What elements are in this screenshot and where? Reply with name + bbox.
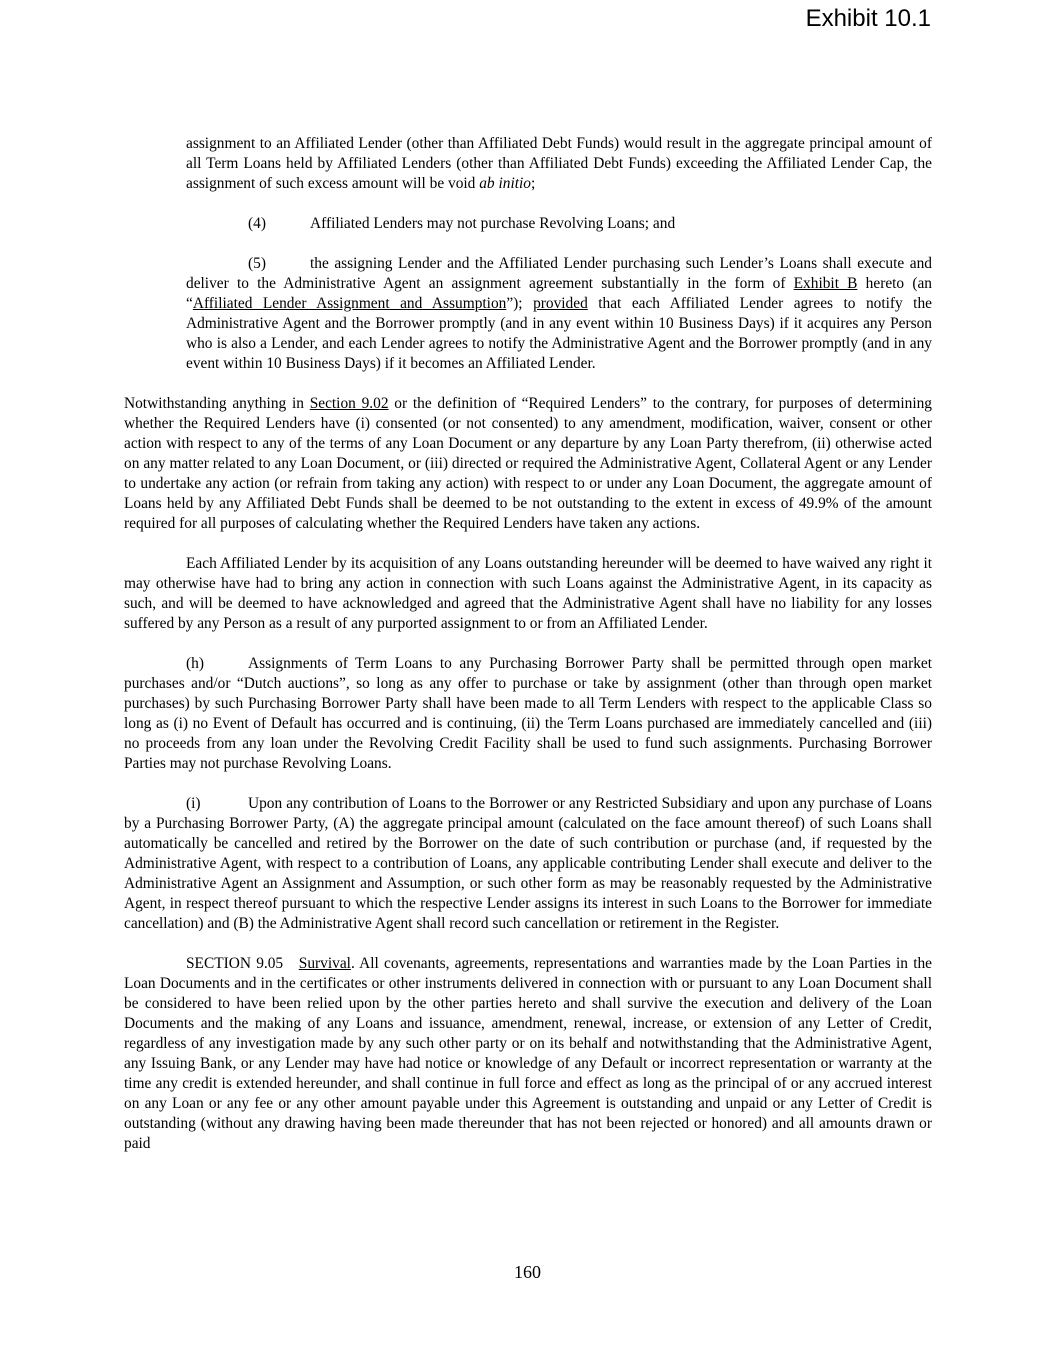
section-number: SECTION 9.05 bbox=[186, 955, 284, 972]
paragraph-text: assignment to an Affiliated Lender (other than Affiliated Debt Funds) would result in the aggregate principal amount of all Term Loans held by Affiliated Lenders (other than Affiliated Debt Funds) exceeding the Affiliated Lender Cap, the assignment of such excess amount will be void bbox=[186, 135, 932, 192]
paragraph-item-4 bbox=[124, 214, 932, 234]
paragraph-text: Assignments of Term Loans to any Purchasing Borrower Party shall be permitted through open market purchases and/or “Dutch auctions”, so long as any offer to purchase or take by assignment (other than through open market purchases) by such Purchasing Borrower Party shall have been made to all Term Lenders with respect to the applicable Class so long as (i) no Event of Default has occurred and is continuing, (ii) the Term Loans purchased are immediately cancelled and (iii) no proceeds from any loan under the Revolving Credit Facility shall be used to fund such assignments. Purchasing Borrower Parties may not purchase Revolving Loans. bbox=[124, 655, 932, 772]
paragraph-item-h bbox=[124, 654, 932, 774]
italic-term: ab initio bbox=[479, 175, 531, 192]
paragraph-text: . All covenants, agreements, representations and warranties made by the Loan Parties in the Loan Documents and in the certificates or other instruments delivered in connection with or pursuant to any Loan Document shall be considered to have been relied upon by the other parties hereto and shall survive the execution and delivery of the Loan Documents and the making of any Loans and issuance, amendment, renewal, increase, or extension of any Letter of Credit, regardless of any investigation made by any such other party or on its behalf and notwithstanding that the Administrative Agent, any Issuing Bank, or any Lender may have had notice or knowledge of any Default or incorrect representation or warranty at the time any credit is extended hereunder, and shall continue in full force and effect as long as the principal of or any accrued interest on any Loan or any fee or any other amount payable under this Agreement is outstanding and unpaid or any Letter of Credit is outstanding (without any drawing having been made thereunder that has not been rejected or honored) and all amounts drawn or paid bbox=[124, 955, 933, 1152]
paragraph-item-i bbox=[124, 794, 932, 934]
paragraph-notwithstanding bbox=[124, 394, 932, 534]
section-heading: Survival bbox=[298, 955, 351, 972]
paragraph-text: hereto (an “ bbox=[186, 275, 932, 312]
item-number: (4) bbox=[248, 215, 266, 232]
paragraph-text: Notwithstanding anything in bbox=[124, 395, 310, 412]
paragraph-end: ; bbox=[530, 175, 536, 192]
defined-term: Affiliated Lender Assignment and Assumption bbox=[192, 295, 507, 312]
document-body bbox=[124, 134, 932, 1154]
paragraph-section-9-05 bbox=[124, 954, 932, 1154]
provided-term: provided bbox=[533, 295, 588, 312]
exhibit-label: Exhibit 10.1 bbox=[805, 5, 931, 32]
paragraph-text: the assigning Lender and the Affiliated Lender purchasing such Lender’s Loans shall execute and deliver to the Administrative Agent an assignment agreement substantially in the form of bbox=[186, 255, 932, 292]
paragraph-text: ”); bbox=[506, 295, 534, 312]
exhibit-reference: Exhibit B bbox=[793, 275, 858, 292]
paragraph-text: or the definition of “Required Lenders” to the contrary, for purposes of determining whether the Required Lenders have (i) consented (or not consented) to any amendment, modification, waiver, consent or other action with respect to any of the terms of any Loan Document or any departure by any Loan Party therefrom, (ii) otherwise acted on any matter related to any Loan Document, or (iii) directed or required the Administrative Agent, Collateral Agent or any Lender to undertake any action (or refrain from taking any action) with respect to or under any Loan Document, the aggregate amount of Loans held by any Affiliated Debt Funds shall be deemed to be not outstanding to the extent in excess of 49.9% of the amount required for all purposes of calculating whether the Required Lenders have taken any actions. bbox=[124, 395, 932, 532]
paragraph-item-5 bbox=[124, 254, 932, 374]
section-reference: Section 9.02 bbox=[309, 395, 389, 412]
paragraph-text: Upon any contribution of Loans to the Borrower or any Restricted Subsidiary and upon any purchase of Loans by a Purchasing Borrower Party, (A) the aggregate principal amount (calculated on the face amount thereof) of such Loans shall automatically be cancelled and retired by the Borrower on the date of such contribution or purchase (and, if requested by the Administrative Agent, with respect to a contribution of Loans, any applicable contributing Lender shall execute and deliver to the Administrative Agent an Assignment and Assumption, or such other form as may be reasonably requested by the Administrative Agent, in respect thereof pursuant to which the respective Lender assigns its interest in such Loans to the Borrower for immediate cancellation) and (B) the Administrative Agent shall record such cancellation or retirement in the Register. bbox=[124, 795, 932, 932]
item-number: (i) bbox=[186, 795, 201, 812]
paragraph-text: that each Affiliated Lender agrees to notify the Administrative Agent and the Borrower promptly (and in any event within 10 Business Days) if it acquires any Person who is also a Lender, and each Lender agrees to notify the Administrative Agent and the Borrower promptly (and in any event within 10 Business Days) if it becomes an Affiliated Lender. bbox=[186, 295, 932, 372]
paragraph-affiliated-cap bbox=[124, 134, 932, 194]
paragraph-affiliated-acquisition bbox=[124, 554, 932, 634]
paragraph-text: Each Affiliated Lender by its acquisition of any Loans outstanding hereunder will be deemed to have waived any right it may otherwise have had to bring any action in connection with such Loans against the Administrative Agent, in its capacity as such, and will be deemed to have acknowledged and agreed that the Administrative Agent shall have no liability for any losses suffered by any Person as a result of any purported assignment to or from an Affiliated Lender. bbox=[124, 555, 932, 632]
paragraph-text: Affiliated Lenders may not purchase Revolving Loans; and bbox=[310, 215, 676, 232]
item-number: (5) bbox=[248, 255, 266, 272]
item-number: (h) bbox=[186, 655, 204, 672]
page-number: 160 bbox=[514, 1262, 541, 1282]
